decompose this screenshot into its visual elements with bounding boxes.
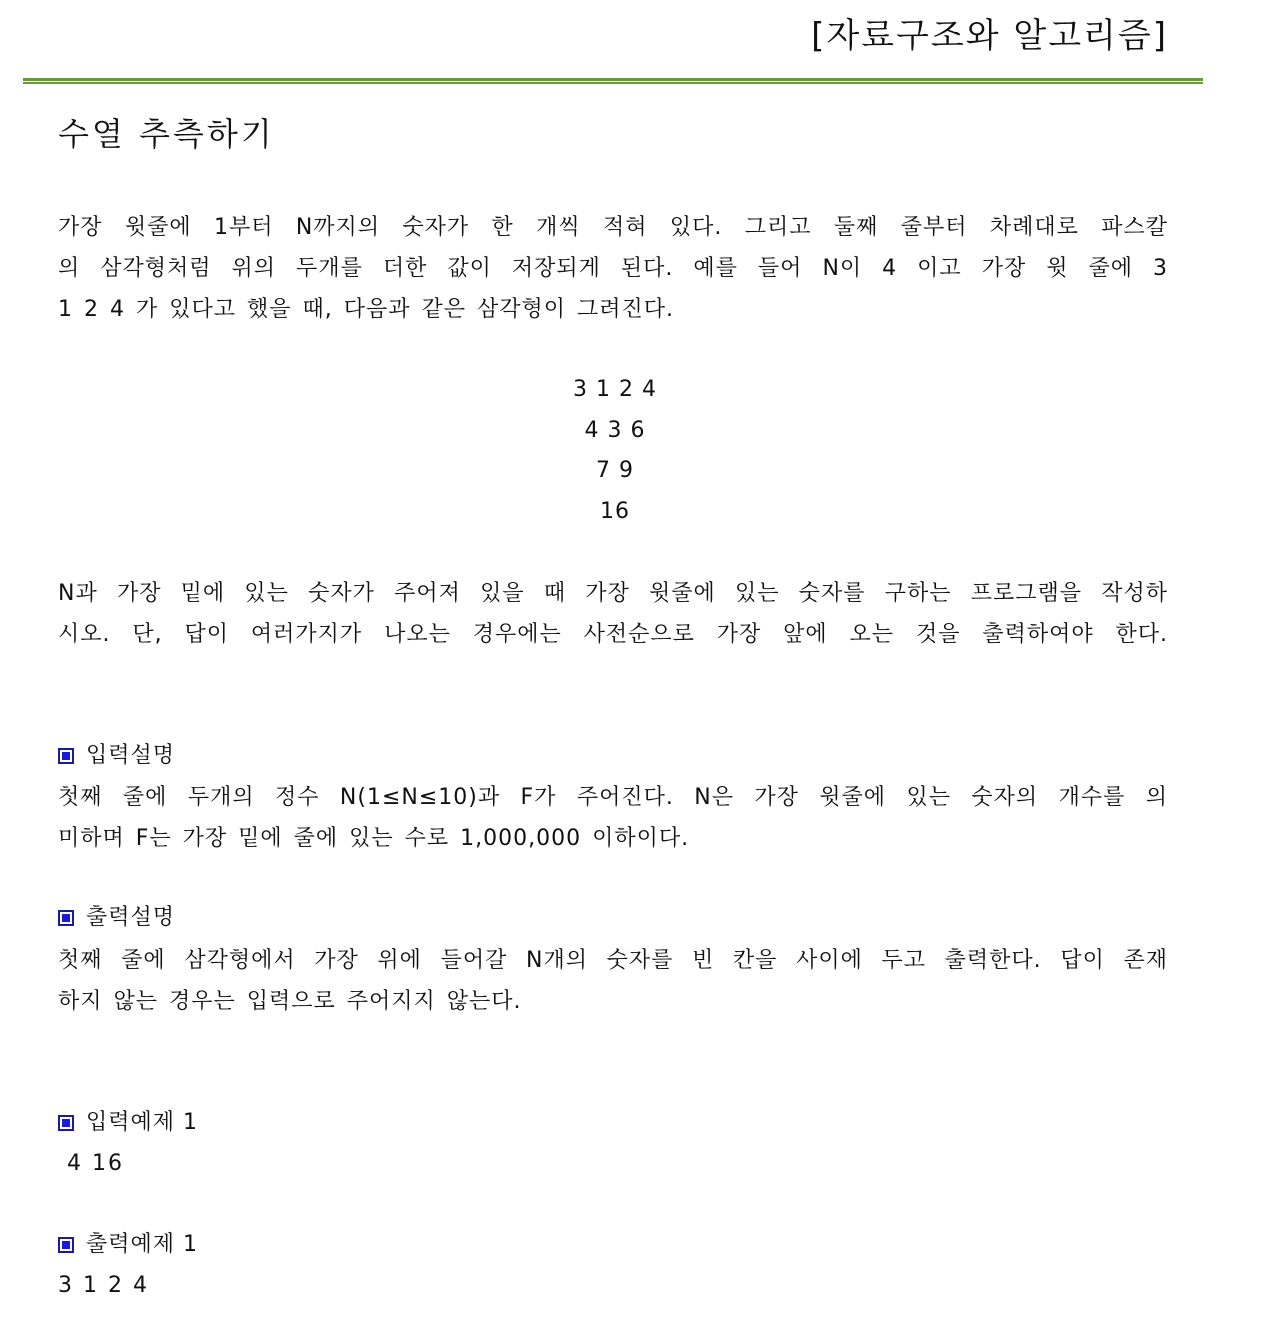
blue-square-icon	[58, 1237, 74, 1253]
header-divider-top	[23, 78, 1203, 81]
input-example-value: 4 16	[58, 1151, 124, 1176]
output-description-label: 출력설명	[86, 905, 176, 930]
task-line: N과 가장 밑에 있는 숫자가 주어져 있을 때 가장 윗줄에 있는 숫자를 구하는 프로그램을 작성하	[58, 581, 1168, 606]
input-example-label: 입력예제 1	[86, 1110, 198, 1135]
task-description	[58, 573, 1168, 655]
triangle-row: 7 9	[596, 458, 634, 483]
output-example-heading	[58, 1230, 198, 1260]
course-title: [자료구조와 알고리즘]	[811, 16, 1168, 56]
input-description-label: 입력설명	[86, 743, 176, 768]
description-line: 1 2 4 가 있다고 했을 때, 다음과 같은 삼각형이 그려진다.	[58, 297, 674, 322]
triangle-row: 4 3 6	[584, 417, 646, 443]
output-description-line: 첫째 줄에 삼각형에서 가장 위에 들어갈 N개의 숫자를 빈 칸을 사이에 두고 출력한다. 답이 존재	[58, 948, 1168, 973]
input-example-heading	[58, 1108, 198, 1138]
output-description-heading	[58, 903, 175, 933]
output-description-line: 하지 않는 경우는 입력으로 주어지지 않는다.	[58, 989, 522, 1014]
triangle-row: 3 1 2 4	[573, 377, 657, 402]
output-description	[58, 940, 1168, 1022]
problem-title: 수열 추측하기	[58, 115, 275, 153]
pascal-triangle-example	[400, 370, 830, 532]
triangle-row: 16	[600, 498, 630, 524]
input-description	[58, 777, 1168, 859]
output-example-value: 3 1 2 4	[58, 1273, 149, 1298]
task-line: 시오. 단, 답이 여러가지가 나오는 경우에는 사전순으로 가장 앞에 오는 것을 출력하여야 한다.	[58, 622, 1168, 647]
input-description-heading	[58, 741, 175, 771]
description-line: 의 삼각형처럼 위의 두개를 더한 값이 저장되게 된다. 예를 들어 N이 4 이고 가장 윗 줄에 3	[58, 256, 1168, 281]
input-description-line: 첫째 줄에 두개의 정수 N(1≤N≤10)과 F가 주어진다. N은 가장 윗줄에 있는 숫자의 개수를 의	[58, 785, 1168, 810]
output-example-label: 출력예제 1	[86, 1232, 198, 1257]
problem-description	[58, 207, 1168, 330]
blue-square-icon	[58, 1115, 74, 1131]
header-divider-bottom	[23, 82, 1203, 84]
input-description-line: 미하며 F는 가장 밑에 줄에 있는 수로 1,000,000 이하이다.	[58, 826, 690, 851]
blue-square-icon	[58, 910, 74, 926]
description-line: 가장 윗줄에 1부터 N까지의 숫자가 한 개씩 적혀 있다. 그리고 둘째 줄부터 차례대로 파스칼	[58, 215, 1168, 240]
blue-square-icon	[58, 748, 74, 764]
